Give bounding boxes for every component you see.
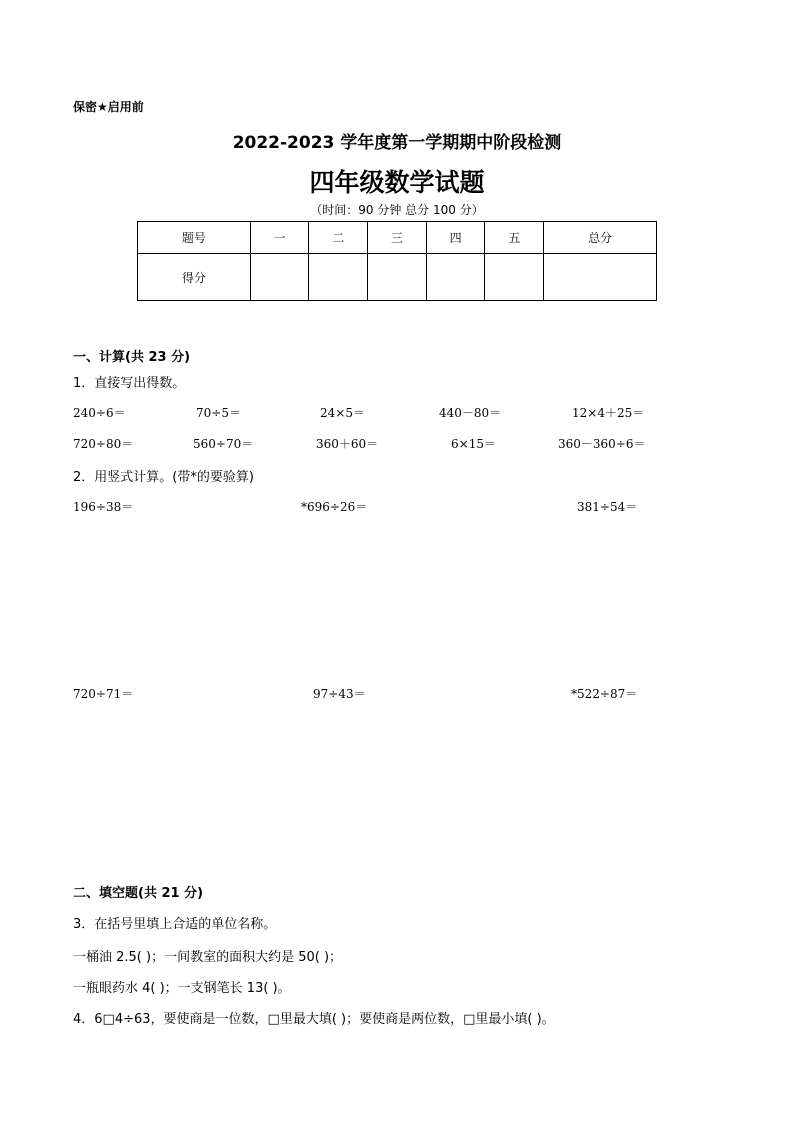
question2-label: 2．用竖式计算。(带*的要验算) xyxy=(73,470,254,485)
exam-title-line2: 四年级数学试题 xyxy=(309,168,485,197)
q2-expression: *522÷87＝ xyxy=(571,687,638,701)
score-header-cell: 五 xyxy=(485,222,544,254)
question3-line1: 一桶油 2.5( )；一间教室的面积大约是 50( )； xyxy=(73,950,343,965)
q2-expression: 97÷43＝ xyxy=(313,687,366,701)
q2-expression: *696÷26＝ xyxy=(301,500,368,514)
score-blank-cell[interactable] xyxy=(426,254,485,301)
exam-title-line1: 2022-2023 学年度第一学期期中阶段检测 xyxy=(232,133,562,153)
score-table-header-row xyxy=(138,222,657,254)
section1-heading: 一、计算(共 23 分) xyxy=(73,350,191,365)
q1-expression: 12×4＋25＝ xyxy=(572,406,645,420)
section2-heading: 二、填空题(共 21 分) xyxy=(73,886,204,901)
score-table-score-row xyxy=(138,254,657,301)
score-header-cell: 总分 xyxy=(544,222,657,254)
score-header-cell: 三 xyxy=(368,222,427,254)
q1-expression: 560÷70＝ xyxy=(193,437,254,451)
q1-expression: 240÷6＝ xyxy=(73,406,126,420)
score-table xyxy=(137,221,657,301)
q1-expression: 440－80＝ xyxy=(439,406,502,420)
score-blank-cell[interactable] xyxy=(309,254,368,301)
score-header-cell: 二 xyxy=(309,222,368,254)
score-header-cell: 四 xyxy=(426,222,485,254)
score-row-label: 得分 xyxy=(138,254,251,301)
q1-expression: 360＋60＝ xyxy=(316,437,379,451)
q2-expression: 196÷38＝ xyxy=(73,500,134,514)
exam-time-and-score: （时间：90 分钟 总分 100 分） xyxy=(310,203,484,217)
q2-expression: 720÷71＝ xyxy=(73,687,134,701)
q1-expression: 6×15＝ xyxy=(451,437,496,451)
q1-expression: 360－360÷6＝ xyxy=(558,437,646,451)
score-header-cell: 一 xyxy=(250,222,309,254)
score-blank-cell[interactable] xyxy=(368,254,427,301)
question1-label: 1．直接写出得数。 xyxy=(73,376,186,391)
question4-line: 4．6□4÷63，要使商是一位数，□里最大填( )；要使商是两位数，□里最小填( )。 xyxy=(73,1012,555,1027)
question3-line2: 一瓶眼药水 4( )；一支钢笔长 13( )。 xyxy=(73,981,291,996)
score-blank-cell[interactable] xyxy=(250,254,309,301)
confidential-label: 保密★启用前 xyxy=(73,100,144,114)
score-header-cell: 题号 xyxy=(138,222,251,254)
q1-expression: 24×5＝ xyxy=(320,406,365,420)
score-blank-cell[interactable] xyxy=(485,254,544,301)
q1-expression: 720÷80＝ xyxy=(73,437,134,451)
q2-expression: 381÷54＝ xyxy=(577,500,638,514)
question3-label: 3．在括号里填上合适的单位名称。 xyxy=(73,917,277,932)
q1-expression: 70÷5＝ xyxy=(196,406,241,420)
score-blank-cell[interactable] xyxy=(544,254,657,301)
